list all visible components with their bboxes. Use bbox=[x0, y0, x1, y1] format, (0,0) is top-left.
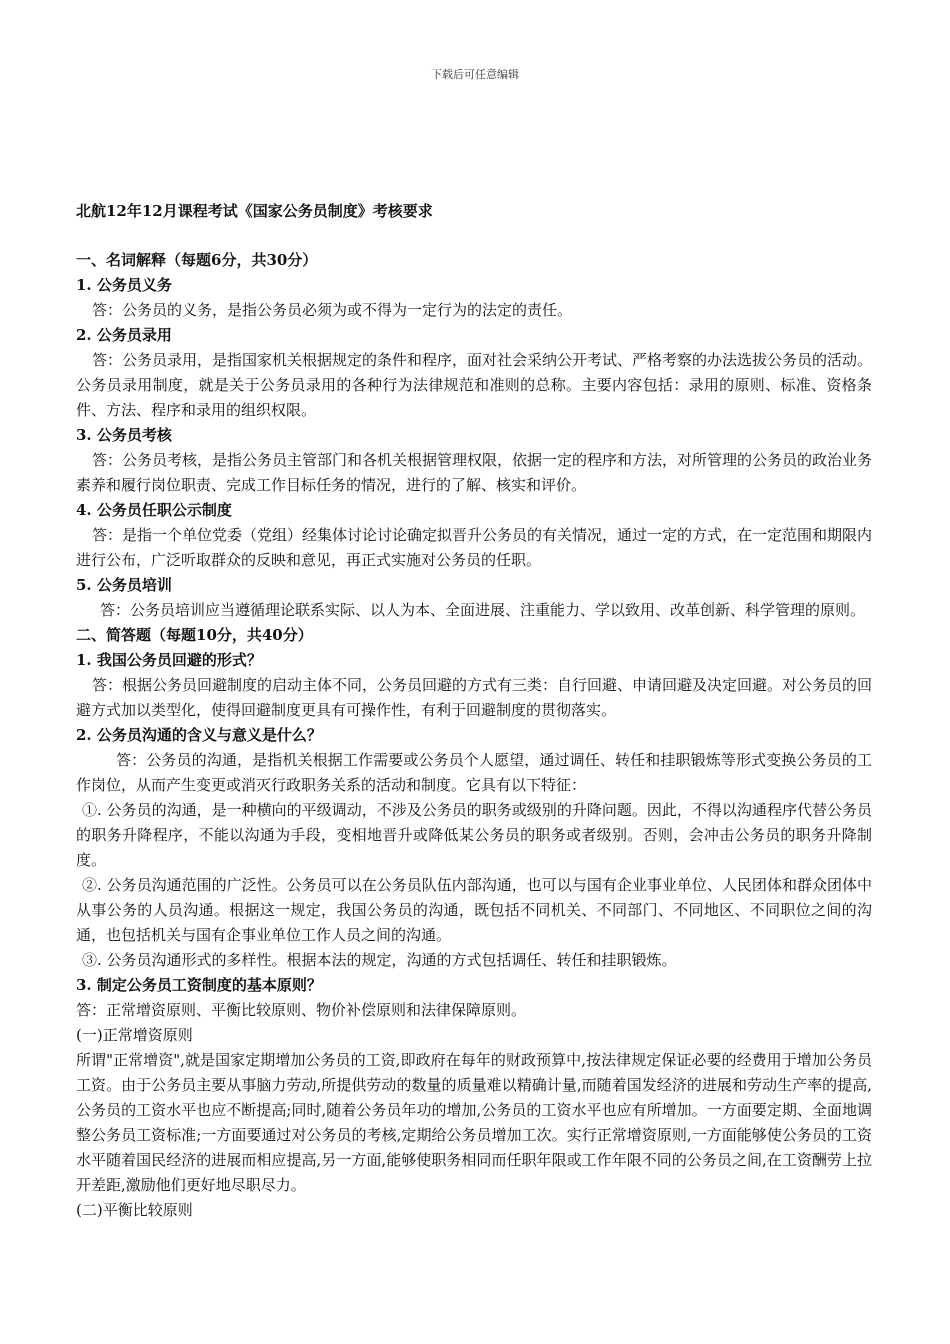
answer-paragraph: 答：根据公务员回避制度的启动主体不同，公务员回避的方式有三类：自行回避、申请回避及决定回避。对公务员的回避方式加以类型化，使得回避制度更具有可操作性，有利于回避制度的贯彻落实。 bbox=[76, 676, 873, 719]
question-heading: 1. 公务员义务 bbox=[76, 276, 172, 294]
subheading: (二)平衡比较原则 bbox=[76, 1201, 193, 1219]
answer-paragraph: 答：公务员的义务，是指公务员必须为或不得为一定行为的法定的责任。 bbox=[92, 301, 573, 319]
answer-paragraph: 答：是指一个单位党委（党组）经集体讨论讨论确定拟晋升公务员的有关情况，通过一定的方式，在一定范围和期限内进行公布，广泛听取群众的反映和意见，再正式实施对公务员的任职。 bbox=[76, 526, 873, 569]
question-heading: 4. 公务员任职公示制度 bbox=[76, 501, 232, 519]
subheading: (一)正常增资原则 bbox=[76, 1026, 193, 1044]
page-header: 下载后可任意编辑 bbox=[431, 68, 519, 81]
section-heading: 一、名词解释（每题6分，共30分） bbox=[76, 251, 318, 269]
answer-paragraph: 答：公务员录用，是指国家机关根据规定的条件和程序，面对社会采纳公开考试、严格考察的办法选拔公务员的活动。公务员录用制度，就是关于公务员录用的各种行为法律规范和准则的总称。主要内容包括：录用的原则、标准、资格条件、方法、程序和录用的组织权限。 bbox=[76, 351, 873, 419]
answer-paragraph: 答：正常增资原则、平衡比较原则、物价补偿原则和法律保障原则。 bbox=[76, 1001, 527, 1019]
answer-paragraph: 答：公务员培训应当遵循理论联系实际、以人为本、全面进展、注重能力、学以致用、改革创新、科学管理的原则。 bbox=[100, 601, 866, 619]
document-title: 北航12年12月课程考试《国家公务员制度》考核要求 bbox=[76, 202, 433, 220]
answer-paragraph: 答：公务员的沟通，是指机关根据工作需要或公务员个人愿望，通过调任、转任和挂职锻炼等形式变换公务员的工作岗位，从而产生变更或消灭行政职务关系的活动和制度。它具有以下特征： bbox=[76, 751, 872, 794]
answer-paragraph: 答：公务员考核，是指公务员主管部门和各机关根据管理权限，依据一定的程序和方法，对所管理的公务员的政治业务素养和履行岗位职责、完成工作目标任务的情况，进行的了解、核实和评价。 bbox=[76, 451, 873, 494]
answer-paragraph: ②. 公务员沟通范围的广泛性。公务员可以在公务员队伍内部沟通，也可以与国有企业事业单位、人民团体和群众团体中从事公务的人员沟通。根据这一规定，我国公务员的沟通，既包括不同机关、不同部门、不同地区、不同职位之间的沟通，也包括机关与国有企事业单位工作人员之间的沟通。 bbox=[76, 876, 872, 944]
answer-paragraph: ③. 公务员沟通形式的多样性。根据本法的规定，沟通的方式包括调任、转任和挂职锻炼。 bbox=[82, 951, 677, 969]
question-heading: 2. 公务员录用 bbox=[76, 326, 172, 344]
question-heading: 2. 公务员沟通的含义与意义是什么？ bbox=[76, 726, 322, 744]
answer-paragraph: ①. 公务员的沟通，是一种横向的平级调动，不涉及公务员的职务或级别的升降问题。因此，不得以沟通程序代替公务员的职务升降程序，不能以沟通为手段，变相地晋升或降低某公务员的职务或者级别。否则，会冲击公务员的职务升降制度。 bbox=[76, 801, 872, 869]
section-heading: 二、简答题（每题10分，共40分） bbox=[76, 626, 313, 644]
answer-paragraph: 所谓"正常增资",就是国家定期增加公务员的工资,即政府在每年的财政预算中,按法律规定保证必要的经费用于增加公务员工资。由于公务员主要从事脑力劳动,所提供劳动的数量的质量难以精确计量,而随着国发经济的进展和劳动生产率的提高,公务员的工资水平也应不断提高;同时,随着公务员年功的增加,公务员的工资水平也应有所增加。一方面要定期、全面地调整公务员工资标准;一方面要通过对公务员的考核,定期给公务员增加工次。实行正常增资原则,一方面能够使公务员的工资水平随着国民经济的进展而相应提高,另一方面,能够使职务相同而任职年限或工作年限不同的公务员之间,在工资酬劳上拉开差距,激励他们更好地尽职尽力。 bbox=[76, 1051, 872, 1194]
document-body bbox=[76, 198, 872, 1223]
question-heading: 3. 制定公务员工资制度的基本原则？ bbox=[76, 976, 322, 994]
question-heading: 3. 公务员考核 bbox=[76, 426, 172, 444]
question-heading: 1. 我国公务员回避的形式？ bbox=[76, 651, 262, 669]
question-heading: 5. 公务员培训 bbox=[76, 576, 172, 594]
